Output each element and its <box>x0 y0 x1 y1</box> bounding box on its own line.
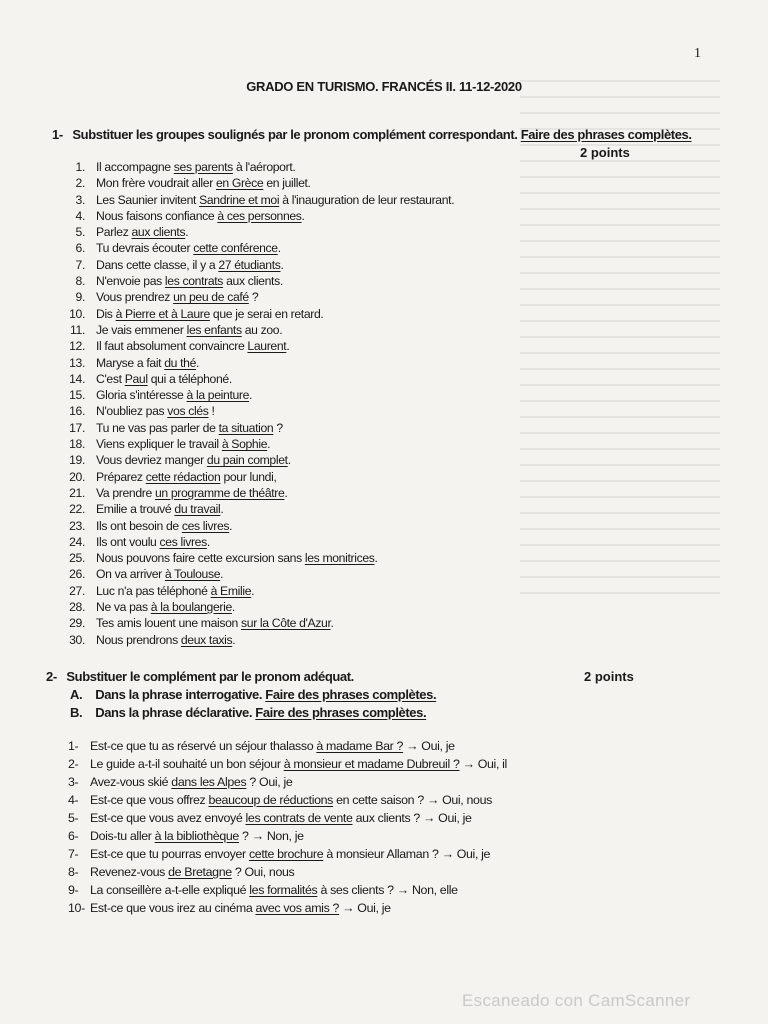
item-number: 4. <box>75 208 85 223</box>
underlined-group: sur la Côte d'Azur <box>241 616 331 631</box>
item-sentence <box>96 616 334 630</box>
item-sentence <box>90 901 391 915</box>
item-number: 11. <box>70 322 85 337</box>
item-number: 25. <box>69 551 85 566</box>
underlined-group: cette conférence <box>193 241 278 256</box>
underlined-group: Paul <box>124 371 148 386</box>
section2-sub-a <box>70 687 436 702</box>
item-number: 20. <box>69 469 85 484</box>
sentence-fragment: Ils ont besoin de <box>96 518 182 533</box>
item-number: 10. <box>69 306 85 321</box>
section2-points: 2 points <box>584 669 634 684</box>
list-item <box>0 470 768 486</box>
sentence-fragment: ? Oui, je <box>246 775 293 789</box>
sentence-fragment: que je serai en retard. <box>209 306 324 321</box>
sentence-fragment: Il accompagne <box>96 160 174 174</box>
sentence-fragment: Avez-vous skié <box>90 775 172 789</box>
sentence-fragment: . <box>287 453 291 468</box>
list-item <box>0 584 768 600</box>
underlined-group: avec vos amis ? <box>255 901 340 915</box>
item-number: 7. <box>75 257 85 272</box>
sentence-fragment: Viens expliquer le travail <box>96 437 222 452</box>
section1-heading <box>52 127 692 142</box>
item-number: 17. <box>69 420 85 435</box>
item-number: 21. <box>69 485 85 500</box>
sentence-fragment: . <box>267 437 271 452</box>
sentence-fragment: aux clients ? → Oui, je <box>352 811 472 825</box>
sentence-fragment: . <box>249 388 253 403</box>
item-sentence <box>96 388 252 402</box>
underlined-group: les formalités <box>249 883 318 897</box>
sentence-fragment: On va arriver <box>96 567 165 582</box>
item-sentence <box>96 437 270 451</box>
sentence-fragment: en cette saison ? → Oui, nous <box>333 793 492 807</box>
item-number: 22. <box>69 502 85 517</box>
list-item <box>0 600 768 616</box>
item-number: 28. <box>69 600 85 615</box>
item-sentence <box>90 865 294 879</box>
sentence-fragment: Ils ont voulu <box>96 534 160 549</box>
item-number: 9. <box>75 290 85 305</box>
section2-list <box>0 739 768 919</box>
section2-sub-b <box>70 705 426 720</box>
item-sentence <box>90 793 492 807</box>
list-item <box>0 356 768 372</box>
sentence-fragment: à l'inauguration de leur restaurant. <box>279 192 455 207</box>
sentence-fragment: aux clients. <box>223 274 283 289</box>
item-sentence <box>96 470 277 484</box>
item-number: 5. <box>75 225 85 240</box>
sub-b-label: B. <box>70 705 83 720</box>
sentence-fragment: . <box>277 241 281 256</box>
list-item <box>0 793 768 811</box>
list-item <box>0 453 768 469</box>
sentence-fragment: au zoo. <box>241 322 283 337</box>
page-title: GRADO EN TURISMO. FRANCÉS II. 11-12-2020 <box>246 79 522 94</box>
sentence-fragment: Ne va pas <box>96 600 151 615</box>
sentence-fragment: Luc n'a pas téléphoné <box>96 583 211 598</box>
sentence-fragment: → Oui, je <box>403 739 455 753</box>
underlined-group: les monitrices <box>304 551 375 566</box>
underlined-group: du pain complet <box>206 453 288 468</box>
page-number: 1 <box>694 46 701 61</box>
item-number: 5- <box>68 811 79 825</box>
list-item <box>0 486 768 502</box>
sentence-fragment: . <box>231 600 235 615</box>
underlined-group: à la peinture <box>186 388 250 403</box>
underlined-group: à madame Bar ? <box>316 739 404 753</box>
sentence-fragment: . <box>206 534 210 549</box>
underlined-group: un programme de théâtre <box>154 485 285 500</box>
underlined-group: à la bibliothèque <box>154 829 239 843</box>
item-sentence <box>96 453 291 467</box>
sentence-fragment: Nous pouvons faire cette excursion sans <box>96 551 305 566</box>
sentence-fragment: Tu ne vas pas parler de <box>96 420 219 435</box>
underlined-group: Sandrine et moi <box>199 192 280 207</box>
sentence-fragment: Le guide a-t-il souhaité un bon séjour <box>90 757 284 771</box>
sentence-fragment: Emilie a trouvé <box>96 502 175 517</box>
item-number: 27. <box>69 583 85 598</box>
sentence-fragment: ? <box>273 420 283 435</box>
section1-points: 2 points <box>580 145 630 160</box>
item-number: 13. <box>69 355 85 370</box>
sub-a-text: Dans la phrase interrogative. <box>95 687 263 702</box>
list-item <box>0 372 768 388</box>
item-number: 30. <box>69 632 85 647</box>
sentence-fragment: → Oui, je <box>339 901 391 915</box>
underlined-group: les enfants <box>186 322 242 337</box>
underlined-group: cette brochure <box>248 847 324 861</box>
item-number: 2- <box>68 757 79 771</box>
item-sentence <box>96 160 295 174</box>
item-number: 4- <box>68 793 79 807</box>
item-number: 1. <box>75 160 85 174</box>
underlined-group: à Emilie <box>210 583 252 598</box>
underlined-group: un peu de café <box>173 290 249 305</box>
item-sentence <box>96 274 283 288</box>
item-sentence <box>96 600 235 614</box>
item-sentence <box>90 757 507 771</box>
sentence-fragment: C'est <box>96 371 125 386</box>
item-sentence <box>96 307 323 321</box>
item-sentence <box>96 404 215 418</box>
sentence-fragment: . <box>185 225 189 240</box>
underlined-group: ses parents <box>173 160 233 174</box>
item-number: 8. <box>75 274 85 289</box>
sentence-fragment: ? <box>248 290 259 305</box>
sentence-fragment: . <box>232 632 236 647</box>
underlined-group: en Grèce <box>215 176 264 191</box>
list-item <box>0 258 768 274</box>
sentence-fragment: . <box>196 355 200 370</box>
list-item <box>0 225 768 241</box>
sentence-fragment: Nous faisons confiance <box>96 208 218 223</box>
list-item <box>0 274 768 290</box>
sub-a-label: A. <box>70 687 83 702</box>
item-number: 19. <box>69 453 85 468</box>
item-number: 26. <box>69 567 85 582</box>
section1-list <box>0 160 768 649</box>
list-item <box>0 193 768 209</box>
item-number: 14. <box>69 371 85 386</box>
item-number: 3. <box>75 192 85 207</box>
list-item <box>0 567 768 583</box>
sentence-fragment: Vous devriez manger <box>96 453 207 468</box>
item-number: 24. <box>69 534 85 549</box>
list-item <box>0 241 768 257</box>
section2-number: 2- <box>46 669 57 684</box>
underlined-group: deux taxis <box>180 632 233 647</box>
item-number: 2. <box>75 176 85 191</box>
item-sentence <box>96 372 232 386</box>
sentence-fragment: . <box>251 583 255 598</box>
underlined-group: ces livres <box>181 518 230 533</box>
sentence-fragment: La conseillère a-t-elle expliqué <box>90 883 250 897</box>
sentence-fragment: Tes amis louent une maison <box>96 616 242 631</box>
sentence-fragment: en juillet. <box>263 176 311 191</box>
list-item <box>0 829 768 847</box>
sentence-fragment: à ses clients ? → Non, elle <box>317 883 458 897</box>
item-number: 7- <box>68 847 79 861</box>
list-item <box>0 775 768 793</box>
sentence-fragment: . <box>220 567 224 582</box>
item-sentence <box>96 258 284 272</box>
list-item <box>0 388 768 404</box>
item-sentence <box>90 883 458 897</box>
sentence-fragment: Est-ce que vous avez envoyé <box>90 811 246 825</box>
list-item <box>0 551 768 567</box>
sub-b-text: Dans la phrase déclarative. <box>95 705 253 720</box>
sentence-fragment: Préparez <box>96 469 146 484</box>
underlined-group: du thé <box>164 355 197 370</box>
underlined-group: les contrats <box>164 274 224 289</box>
item-sentence <box>96 356 199 370</box>
sentence-fragment: N'envoie pas <box>96 274 165 289</box>
sentence-fragment: Vous prendrez <box>96 290 174 305</box>
item-sentence <box>96 176 311 190</box>
item-sentence <box>96 421 283 435</box>
sentence-fragment: Il faut absolument convaincre <box>96 339 248 354</box>
sentence-fragment: Les Saunier invitent <box>96 192 200 207</box>
list-item <box>0 209 768 225</box>
item-sentence <box>96 535 210 549</box>
item-number: 1- <box>68 739 79 753</box>
item-number: 12. <box>69 339 85 354</box>
list-item <box>0 847 768 865</box>
underlined-group: de Bretagne <box>168 865 232 879</box>
underlined-group: beaucoup de réductions <box>208 793 334 807</box>
sentence-fragment: Est-ce que tu pourras envoyer <box>90 847 249 861</box>
item-number: 6- <box>68 829 79 843</box>
item-sentence <box>96 339 289 353</box>
sentence-fragment: Parlez <box>96 225 132 240</box>
item-sentence <box>96 633 235 647</box>
sentence-fragment: à monsieur Allaman ? → Oui, je <box>323 847 491 861</box>
underlined-group: Laurent <box>247 339 287 354</box>
item-sentence <box>90 775 292 789</box>
list-item <box>0 616 768 632</box>
sentence-fragment: Dois-tu aller <box>90 829 155 843</box>
underlined-group: ta situation <box>218 420 274 435</box>
item-sentence <box>90 739 455 753</box>
sentence-fragment: ? Oui, nous <box>231 865 295 879</box>
item-sentence <box>96 551 378 565</box>
sentence-fragment: Nous prendrons <box>96 632 181 647</box>
sentence-fragment: Dis <box>96 306 116 321</box>
sentence-fragment: . <box>280 257 284 272</box>
sub-a-underlined: Faire des phrases complètes. <box>265 687 437 702</box>
underlined-group: ces livres <box>159 534 207 549</box>
item-sentence <box>96 193 454 207</box>
list-item <box>0 519 768 535</box>
section2-heading <box>46 669 354 684</box>
item-number: 9- <box>68 883 79 897</box>
sub-b-underlined: Faire des phrases complètes. <box>255 705 427 720</box>
underlined-group: à la boulangerie <box>150 600 232 615</box>
underlined-group: à ces personnes <box>217 208 302 223</box>
list-item <box>0 535 768 551</box>
sentence-fragment: Va prendre <box>96 485 155 500</box>
item-number: 3- <box>68 775 79 789</box>
sentence-fragment: qui a téléphoné. <box>147 371 232 386</box>
underlined-group: à monsieur et madame Dubreuil ? <box>283 757 460 771</box>
item-sentence <box>96 209 305 223</box>
sentence-fragment: Gloria s'intéresse <box>96 388 187 403</box>
item-number: 10- <box>68 901 85 915</box>
underlined-group: aux clients <box>131 225 186 240</box>
sentence-fragment: . <box>229 518 233 533</box>
sentence-fragment: . <box>301 208 305 223</box>
scanner-watermark: Escaneado con CamScanner <box>462 991 691 1010</box>
list-item <box>0 176 768 192</box>
section1-instruction: Substituer les groupes soulignés par le pronom complément correspondant. <box>72 127 518 142</box>
item-number: 6. <box>75 241 85 256</box>
list-item <box>0 883 768 901</box>
list-item <box>0 633 768 649</box>
list-item <box>0 757 768 775</box>
sentence-fragment: . <box>374 551 378 566</box>
underlined-group: les contrats de vente <box>245 811 353 825</box>
item-sentence <box>96 323 282 337</box>
item-number: 8- <box>68 865 79 879</box>
list-item <box>0 160 768 176</box>
item-number: 29. <box>69 616 85 631</box>
underlined-group: cette rédaction <box>145 469 221 484</box>
sentence-fragment: à l'aéroport. <box>232 160 296 174</box>
item-sentence <box>96 502 223 516</box>
underlined-group: dans les Alpes <box>171 775 247 789</box>
item-number: 18. <box>69 437 85 452</box>
sentence-fragment: pour lundi, <box>220 469 277 484</box>
list-item <box>0 901 768 919</box>
sentence-fragment: ? → Non, je <box>238 829 304 843</box>
list-item <box>0 437 768 453</box>
item-sentence <box>96 241 281 255</box>
item-sentence <box>96 519 232 533</box>
sentence-fragment: ! <box>208 404 215 419</box>
sentence-fragment: Est-ce que vous offrez <box>90 793 209 807</box>
item-sentence <box>96 486 287 500</box>
item-sentence <box>96 225 188 239</box>
list-item <box>0 307 768 323</box>
sentence-fragment: Mon frère voudrait aller <box>96 176 216 191</box>
sentence-fragment: . <box>286 339 290 354</box>
section1-number: 1- <box>52 127 63 142</box>
sentence-fragment: Je vais emmener <box>96 322 187 337</box>
underlined-group: à Pierre et à Laure <box>115 306 210 321</box>
item-sentence <box>90 829 304 843</box>
sentence-fragment: . <box>330 616 334 631</box>
item-sentence <box>90 811 472 825</box>
sentence-fragment: Revenez-vous <box>90 865 169 879</box>
item-number: 15. <box>69 388 85 403</box>
item-number: 23. <box>69 518 85 533</box>
list-item <box>0 739 768 757</box>
sentence-fragment: → Oui, il <box>459 757 507 771</box>
sentence-fragment: . <box>220 502 224 517</box>
item-number: 16. <box>69 404 85 419</box>
section2-instruction: Substituer le complément par le pronom adéquat. <box>66 669 354 684</box>
underlined-group: à Sophie <box>221 437 268 452</box>
item-sentence <box>96 584 254 598</box>
list-item <box>0 339 768 355</box>
list-item <box>0 502 768 518</box>
list-item <box>0 323 768 339</box>
item-sentence <box>90 847 490 861</box>
sentence-fragment: Dans cette classe, il y a <box>96 257 219 272</box>
sentence-fragment: Maryse a fait <box>96 355 165 370</box>
sentence-fragment: N'oubliez pas <box>96 404 168 419</box>
list-item <box>0 290 768 306</box>
section1-instruction-underlined: Faire des phrases complètes. <box>520 127 692 142</box>
underlined-group: 27 étudiants <box>218 257 281 272</box>
list-item <box>0 421 768 437</box>
sentence-fragment: Tu devrais écouter <box>96 241 194 256</box>
underlined-group: à Toulouse <box>164 567 221 582</box>
list-item <box>0 811 768 829</box>
item-sentence <box>96 567 223 581</box>
list-item <box>0 865 768 883</box>
sentence-fragment: . <box>284 485 288 500</box>
underlined-group: du travail <box>174 502 221 517</box>
item-sentence <box>96 290 258 304</box>
sentence-fragment: Est-ce que tu as réservé un séjour thalasso <box>90 739 317 753</box>
sentence-fragment: Est-ce que vous irez au cinéma <box>90 901 256 915</box>
list-item <box>0 404 768 420</box>
underlined-group: vos clés <box>167 404 209 419</box>
